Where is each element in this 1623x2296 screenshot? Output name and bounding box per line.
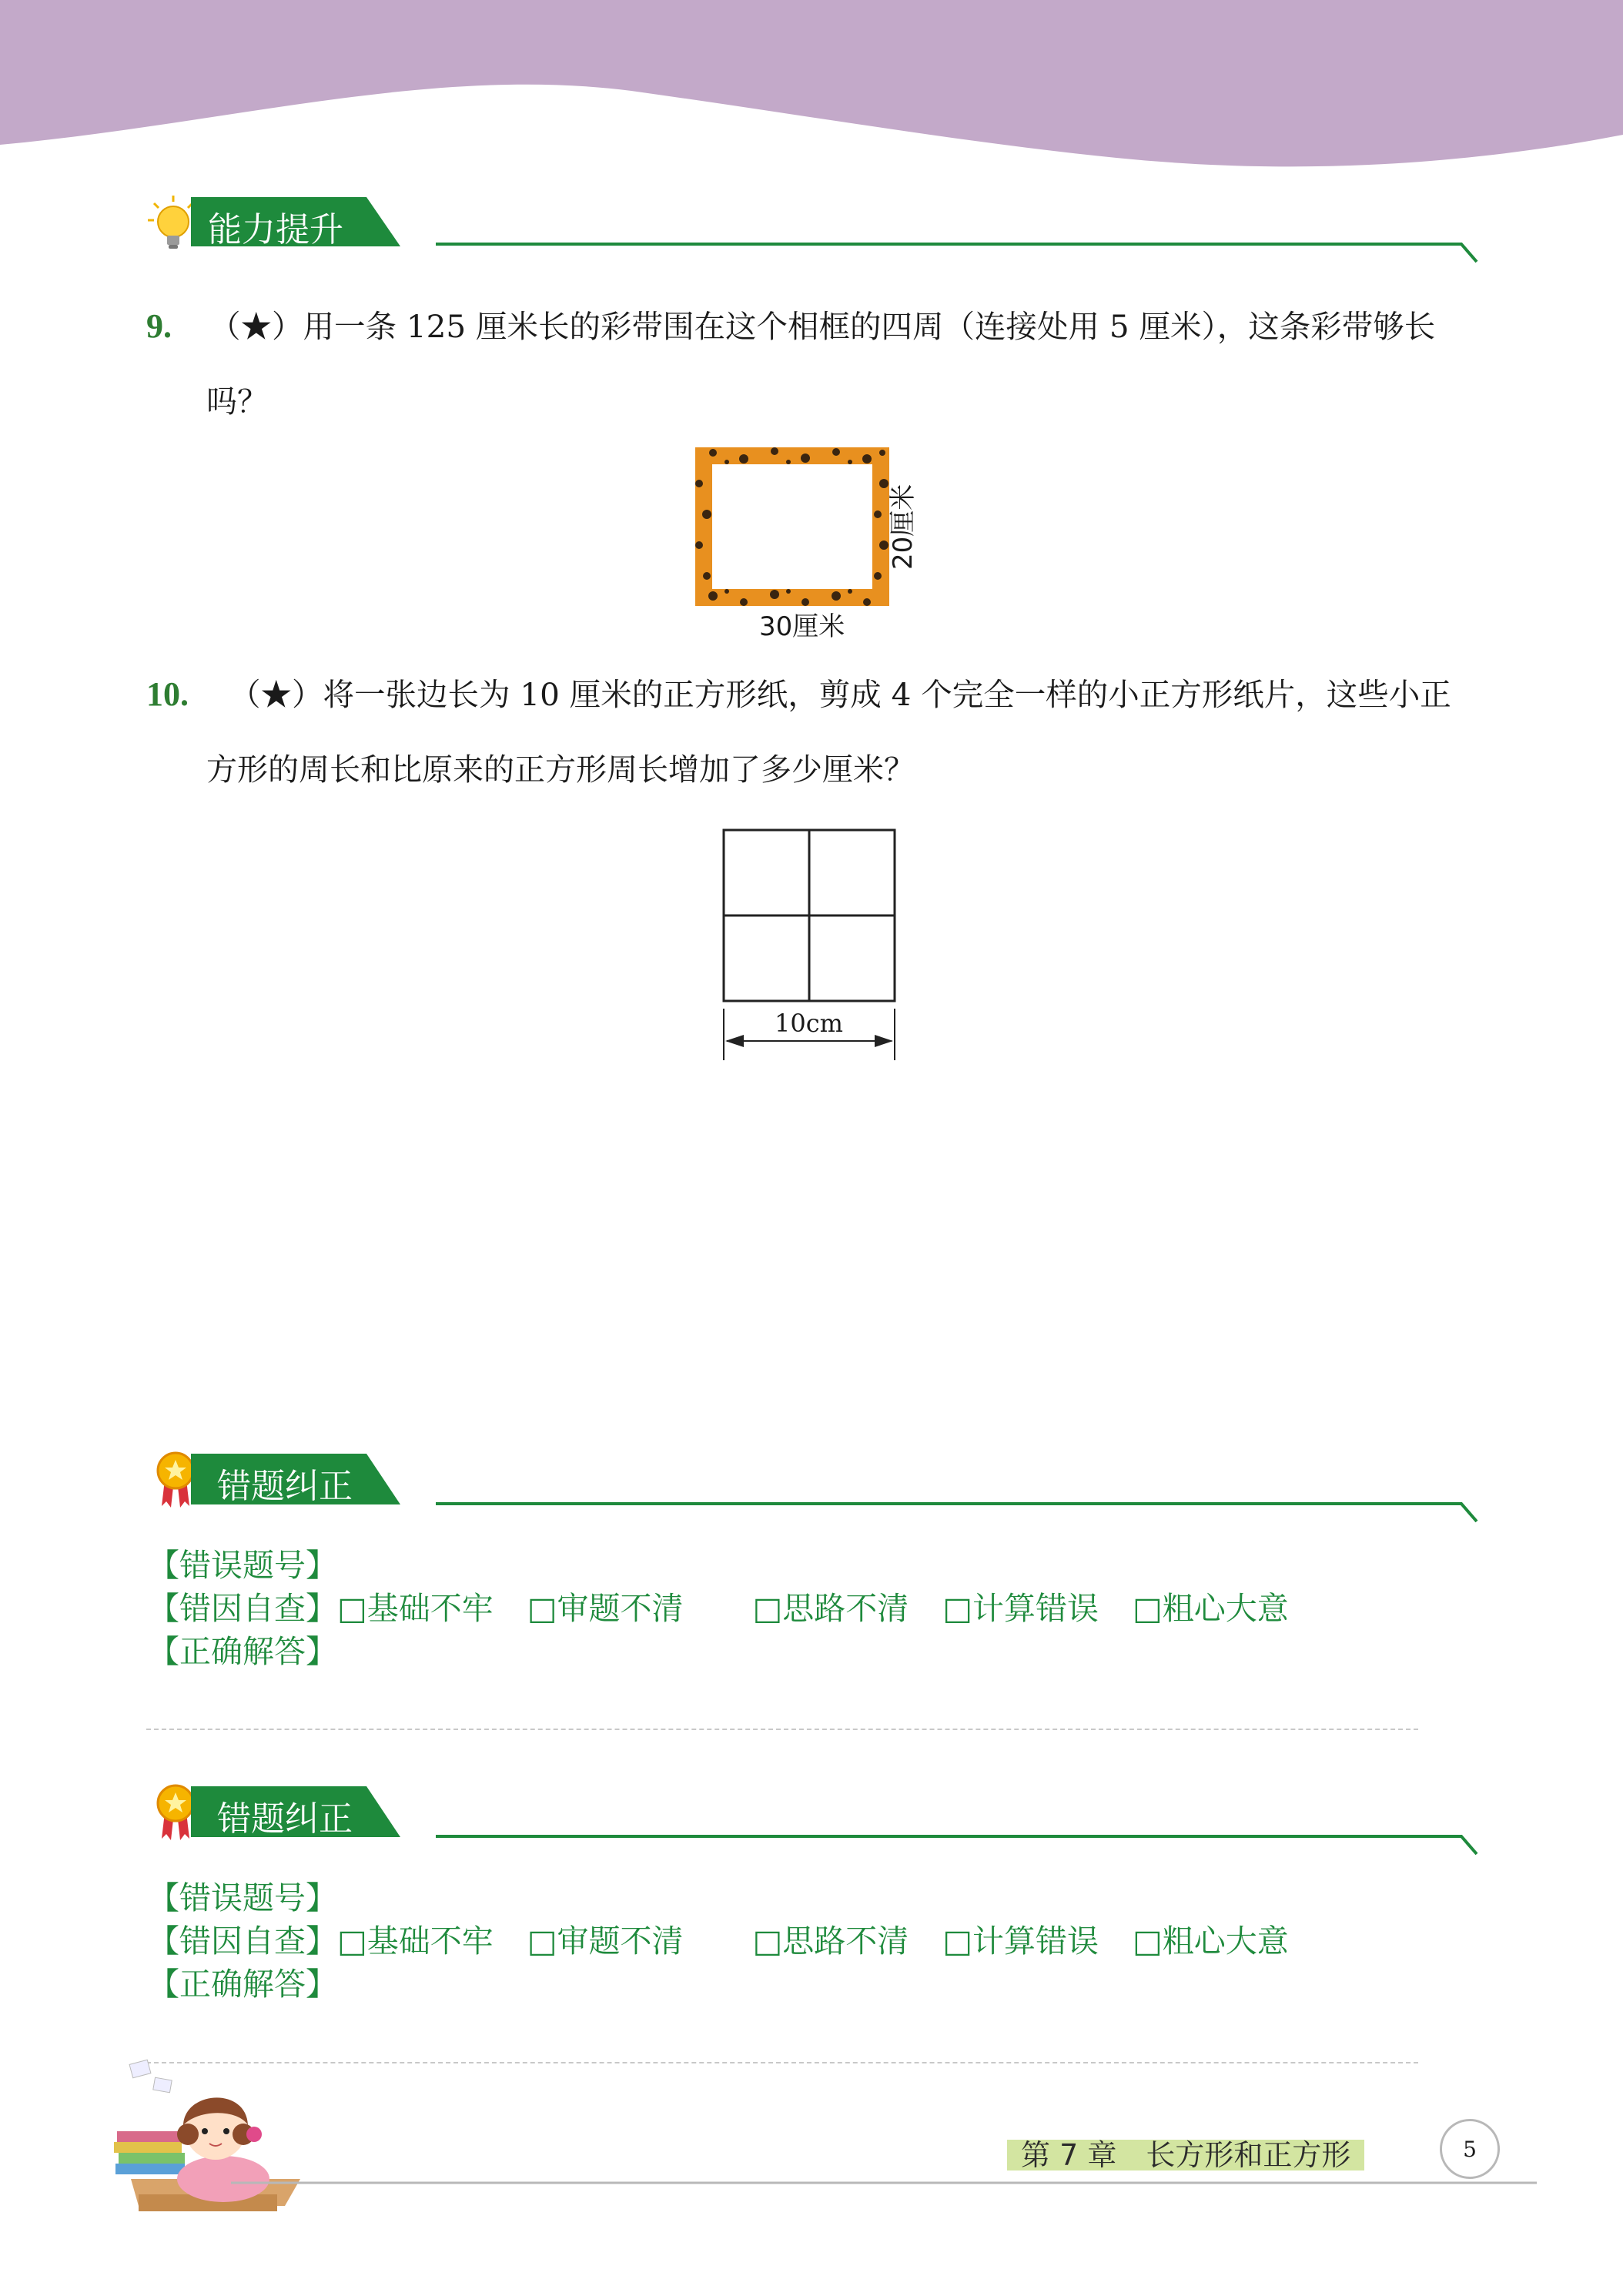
question-text-line1: （★）将一张边长为 10 厘米的正方形纸，剪成 4 个完全一样的小正方形纸片，这些小正 [229,676,1451,713]
option-misread-question-checkbox[interactable]: □审题不清 [527,1923,684,1960]
option-carelessness-checkbox[interactable]: □粗心大意 [1133,1923,1289,1960]
option-misread-question-checkbox[interactable]: □审题不清 [527,1590,684,1627]
dashed-divider [146,1729,1418,1730]
error-cause-row [148,1583,1289,1628]
option-weak-basics-checkbox[interactable]: □基础不牢 [337,1923,494,1960]
correct-answer-label: 【正确解答】 [148,1633,337,1670]
option-calculation-error-checkbox[interactable]: □计算错误 [942,1590,1099,1627]
header-wave [0,0,1623,177]
option-unclear-thinking-checkbox[interactable]: □思路不清 [752,1923,909,1960]
feedback-header-rule [436,1497,1480,1525]
frame-height-label: 20厘米 [888,484,919,570]
wrong-question-number-label: 【错误题号】 [148,1547,337,1584]
footer-baseline [231,2181,1537,2187]
feedback-section-title: 错题纠正 [217,1467,353,1506]
chapter-title: 第 7 章 长方形和正方形 [1007,2140,1364,2170]
ability-section-title: 能力提升 [208,210,343,249]
error-cause-label: 【错因自查】 [148,1590,337,1627]
question-number: 9. [146,307,172,345]
dashed-divider [146,2062,1418,2063]
feedback-section-title: 错题纠正 [217,1799,353,1839]
page-number-text: 5 [1463,2136,1477,2162]
question-text-line1: （★）用一条 125 厘米长的彩带围在这个相框的四周（连接处用 5 厘米），这条彩带够长 [209,308,1436,345]
feedback-header-rule [436,1829,1480,1857]
wrong-question-number-label: 【错误题号】 [148,1879,337,1916]
correct-answer-label: 【正确解答】 [148,1966,337,2003]
ability-header-rule [436,237,1480,265]
error-cause-row [148,1916,1289,1961]
question-number: 10. [146,675,189,713]
page-number [1440,2119,1500,2179]
option-weak-basics-checkbox[interactable]: □基础不牢 [337,1590,494,1627]
square-dimension-label: 10cm [775,1009,843,1038]
option-carelessness-checkbox[interactable]: □粗心大意 [1133,1590,1289,1627]
frame-width-label: 30厘米 [759,611,845,642]
question-text-line2: 方形的周长和比原来的正方形周长增加了多少厘米？ [206,752,915,788]
question-text-line2: 吗？ [206,384,268,420]
studying-girl-illustration [108,2048,323,2217]
option-calculation-error-checkbox[interactable]: □计算错误 [942,1923,1099,1960]
error-cause-label: 【错因自查】 [148,1923,337,1960]
option-unclear-thinking-checkbox[interactable]: □思路不清 [752,1590,909,1627]
